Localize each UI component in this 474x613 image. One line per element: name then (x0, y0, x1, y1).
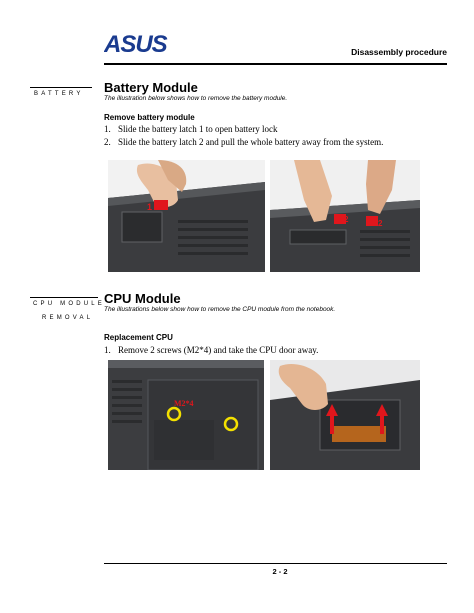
step-number: 1. (104, 124, 111, 134)
step-number: 1. (104, 345, 111, 355)
step-number: 2. (104, 137, 111, 147)
side-tag-cpu-module: CPU MODULE (33, 301, 106, 307)
section-title-cpu: CPU Module (104, 291, 181, 306)
header-title: Disassembly procedure (351, 47, 447, 57)
screw-label: M2*4 (174, 399, 194, 408)
latch-label: 2 (344, 215, 349, 224)
side-tag-rule (30, 297, 98, 298)
side-tag-rule (30, 87, 92, 88)
step-item (104, 137, 383, 147)
asus-logo (104, 30, 182, 60)
latch-label: 1 (147, 202, 153, 212)
section-subtitle-cpu: The illustrations below show how to remove the CPU module from the notebook. (104, 306, 336, 313)
latch-label: 2 (378, 219, 383, 228)
step-text: Remove 2 screws (M2*4) and take the CPU door away. (118, 345, 319, 355)
step-item (104, 345, 318, 355)
page-number: 2 - 2 (272, 567, 288, 576)
logo-text: ASUS (104, 31, 167, 58)
side-tag-battery: BATTERY (34, 91, 84, 97)
battery-latch2-photo (270, 160, 420, 272)
battery-latch1-photo (108, 160, 265, 272)
section-subtitle-battery: The illustration below shows how to remove the battery module. (104, 95, 288, 102)
subheading-remove-battery: Remove battery module (104, 113, 195, 122)
cpu-door-removal-photo (270, 360, 420, 470)
step-text: Slide the battery latch 2 and pull the whole battery away from the system. (118, 137, 384, 147)
header-rule (104, 63, 447, 65)
subheading-replacement-cpu: Replacement CPU (104, 333, 173, 342)
side-tag-removal: REMOVAL (42, 315, 94, 321)
footer-rule (104, 563, 447, 564)
step-text: Slide the battery latch 1 to open battery lock (118, 124, 278, 134)
step-item (104, 124, 277, 134)
section-title-battery: Battery Module (104, 80, 198, 95)
cpu-door-screws-photo (108, 360, 264, 470)
